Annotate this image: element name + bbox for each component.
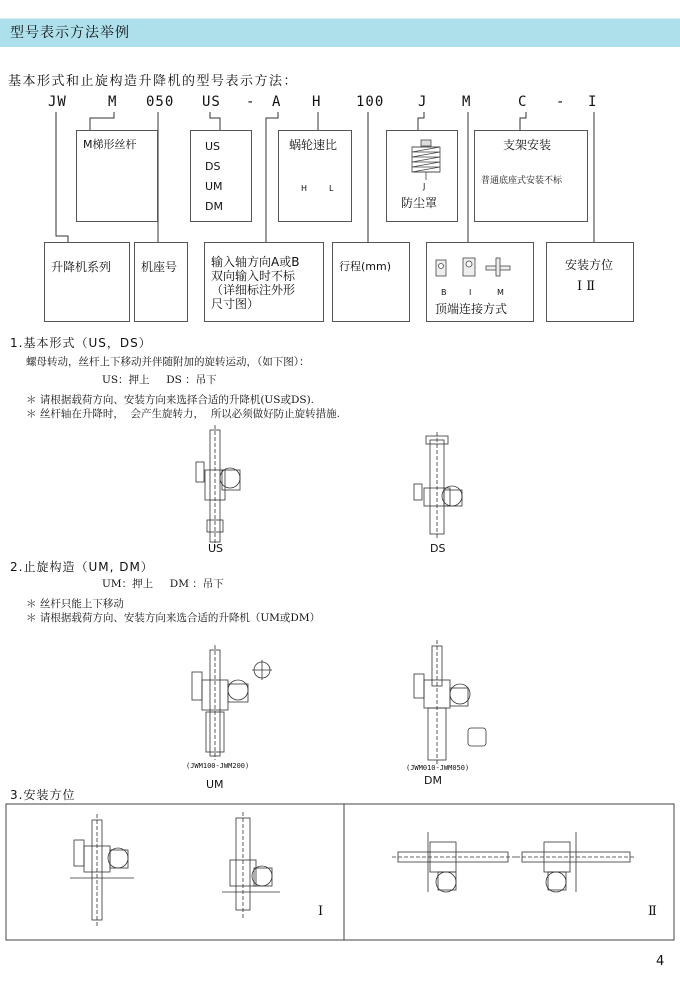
section1-note1: ＊ 请根据载荷方向、安装方向来选择合适的升降机(US或DS). [26,394,315,406]
fig-ds [414,432,462,540]
fig-orient-1 [70,812,280,926]
ratio-h: H [301,184,308,193]
mount-title: 支架安装 [503,138,552,152]
box-orientation [546,242,634,322]
input-line3: （详细标注外形 [211,283,296,297]
code-i: I [588,94,598,110]
code-100: 100 [356,94,385,110]
section3-title: 3.安装方位 [10,788,76,802]
code-dash2: - [556,94,566,110]
orientation-2-label: Ⅱ [648,904,657,919]
section2-note1: ＊ 丝杆只能上下移动 [26,598,124,610]
intro-text: 基本形式和止旋构造升降机的型号表示方法： [8,74,299,89]
ratio-l: L [329,184,334,193]
fig-dm-range: (JWM010-JWM050) [406,764,470,772]
input-line4: 尺寸图） [211,297,260,311]
code-j: J [418,94,428,110]
section1-codes: US：押上 DS ：吊下 [102,374,217,386]
fig-um-label: UM [206,778,224,791]
stroke-label: 行程(mm) [339,260,392,273]
boot-label: 防尘罩 [401,196,438,210]
end-i: I [469,288,472,297]
section1-note2: ＊ 丝杆轴在升降时， 会产生旋转力， 所以必须做好防止旋转措施. [26,408,341,420]
ratio-title: 蜗轮速比 [289,138,338,152]
form-um: UM [205,180,223,193]
code-jw: JW [48,94,67,110]
section1-title: 1.基本形式（US，DS） [10,336,152,350]
box-screw [76,130,158,222]
box-input [204,242,324,322]
boot-j: J [423,182,426,191]
orientation-title: 安装方位 [565,258,614,272]
section2-title: 2.止旋构造（UM, DM） [10,560,154,574]
box-boot [386,130,458,222]
end-m: M [497,288,504,297]
form-ds: DS [205,160,221,173]
end-label: 顶端连接方式 [435,302,508,316]
box-series [44,242,130,322]
page-number: 4 [656,954,665,969]
code-050: 050 [146,94,175,110]
box-base [134,242,188,322]
input-line1: 输入轴方向A或B [211,255,300,269]
fig-us-label: US [208,542,224,555]
code-m: M [108,94,118,110]
section1-desc: 螺母转动，丝杆上下移动并伴随附加的旋转运动，（如下图）： [26,356,310,368]
fig-um-range: (JWM100-JWM200) [186,762,250,770]
section2-codes: UM：押上 DM ：吊下 [102,578,224,590]
form-us: US [205,140,221,153]
screw-label: M梯形丝杆 [83,138,137,151]
code-a: A [272,94,282,110]
fig-orient-2 [392,832,636,892]
fig-dm-label: DM [424,774,442,787]
series-label: 升降机系列 [51,260,112,274]
code-dash1: - [246,94,256,110]
fig-dm [414,640,486,764]
fig-ds-label: DS [430,542,446,555]
fig-um [192,645,272,760]
base-label: 机座号 [141,260,178,274]
orientation-1-label: I [318,904,324,919]
box-end [426,242,534,322]
mount-note: 普通底座式安装不标 [481,176,563,186]
box-form [190,130,252,222]
input-line2: 双向输入时不标 [211,269,296,283]
orientation-values: Ⅰ Ⅱ [577,279,596,294]
code-h: H [312,94,322,110]
fig-us [196,425,240,548]
box-stroke [332,242,410,322]
form-dm: DM [205,200,223,213]
page-title: 型号表示方法举例 [10,25,130,41]
box-mount [474,130,588,222]
code-us: US [202,94,221,110]
box-ratio [278,130,352,222]
code-m2: M [462,94,472,110]
end-b: B [441,288,447,297]
code-c: C [518,94,528,110]
section2-note2: ＊ 请根据载荷方向、安装方向来选合适的升降机（UM或DM） [26,612,321,624]
